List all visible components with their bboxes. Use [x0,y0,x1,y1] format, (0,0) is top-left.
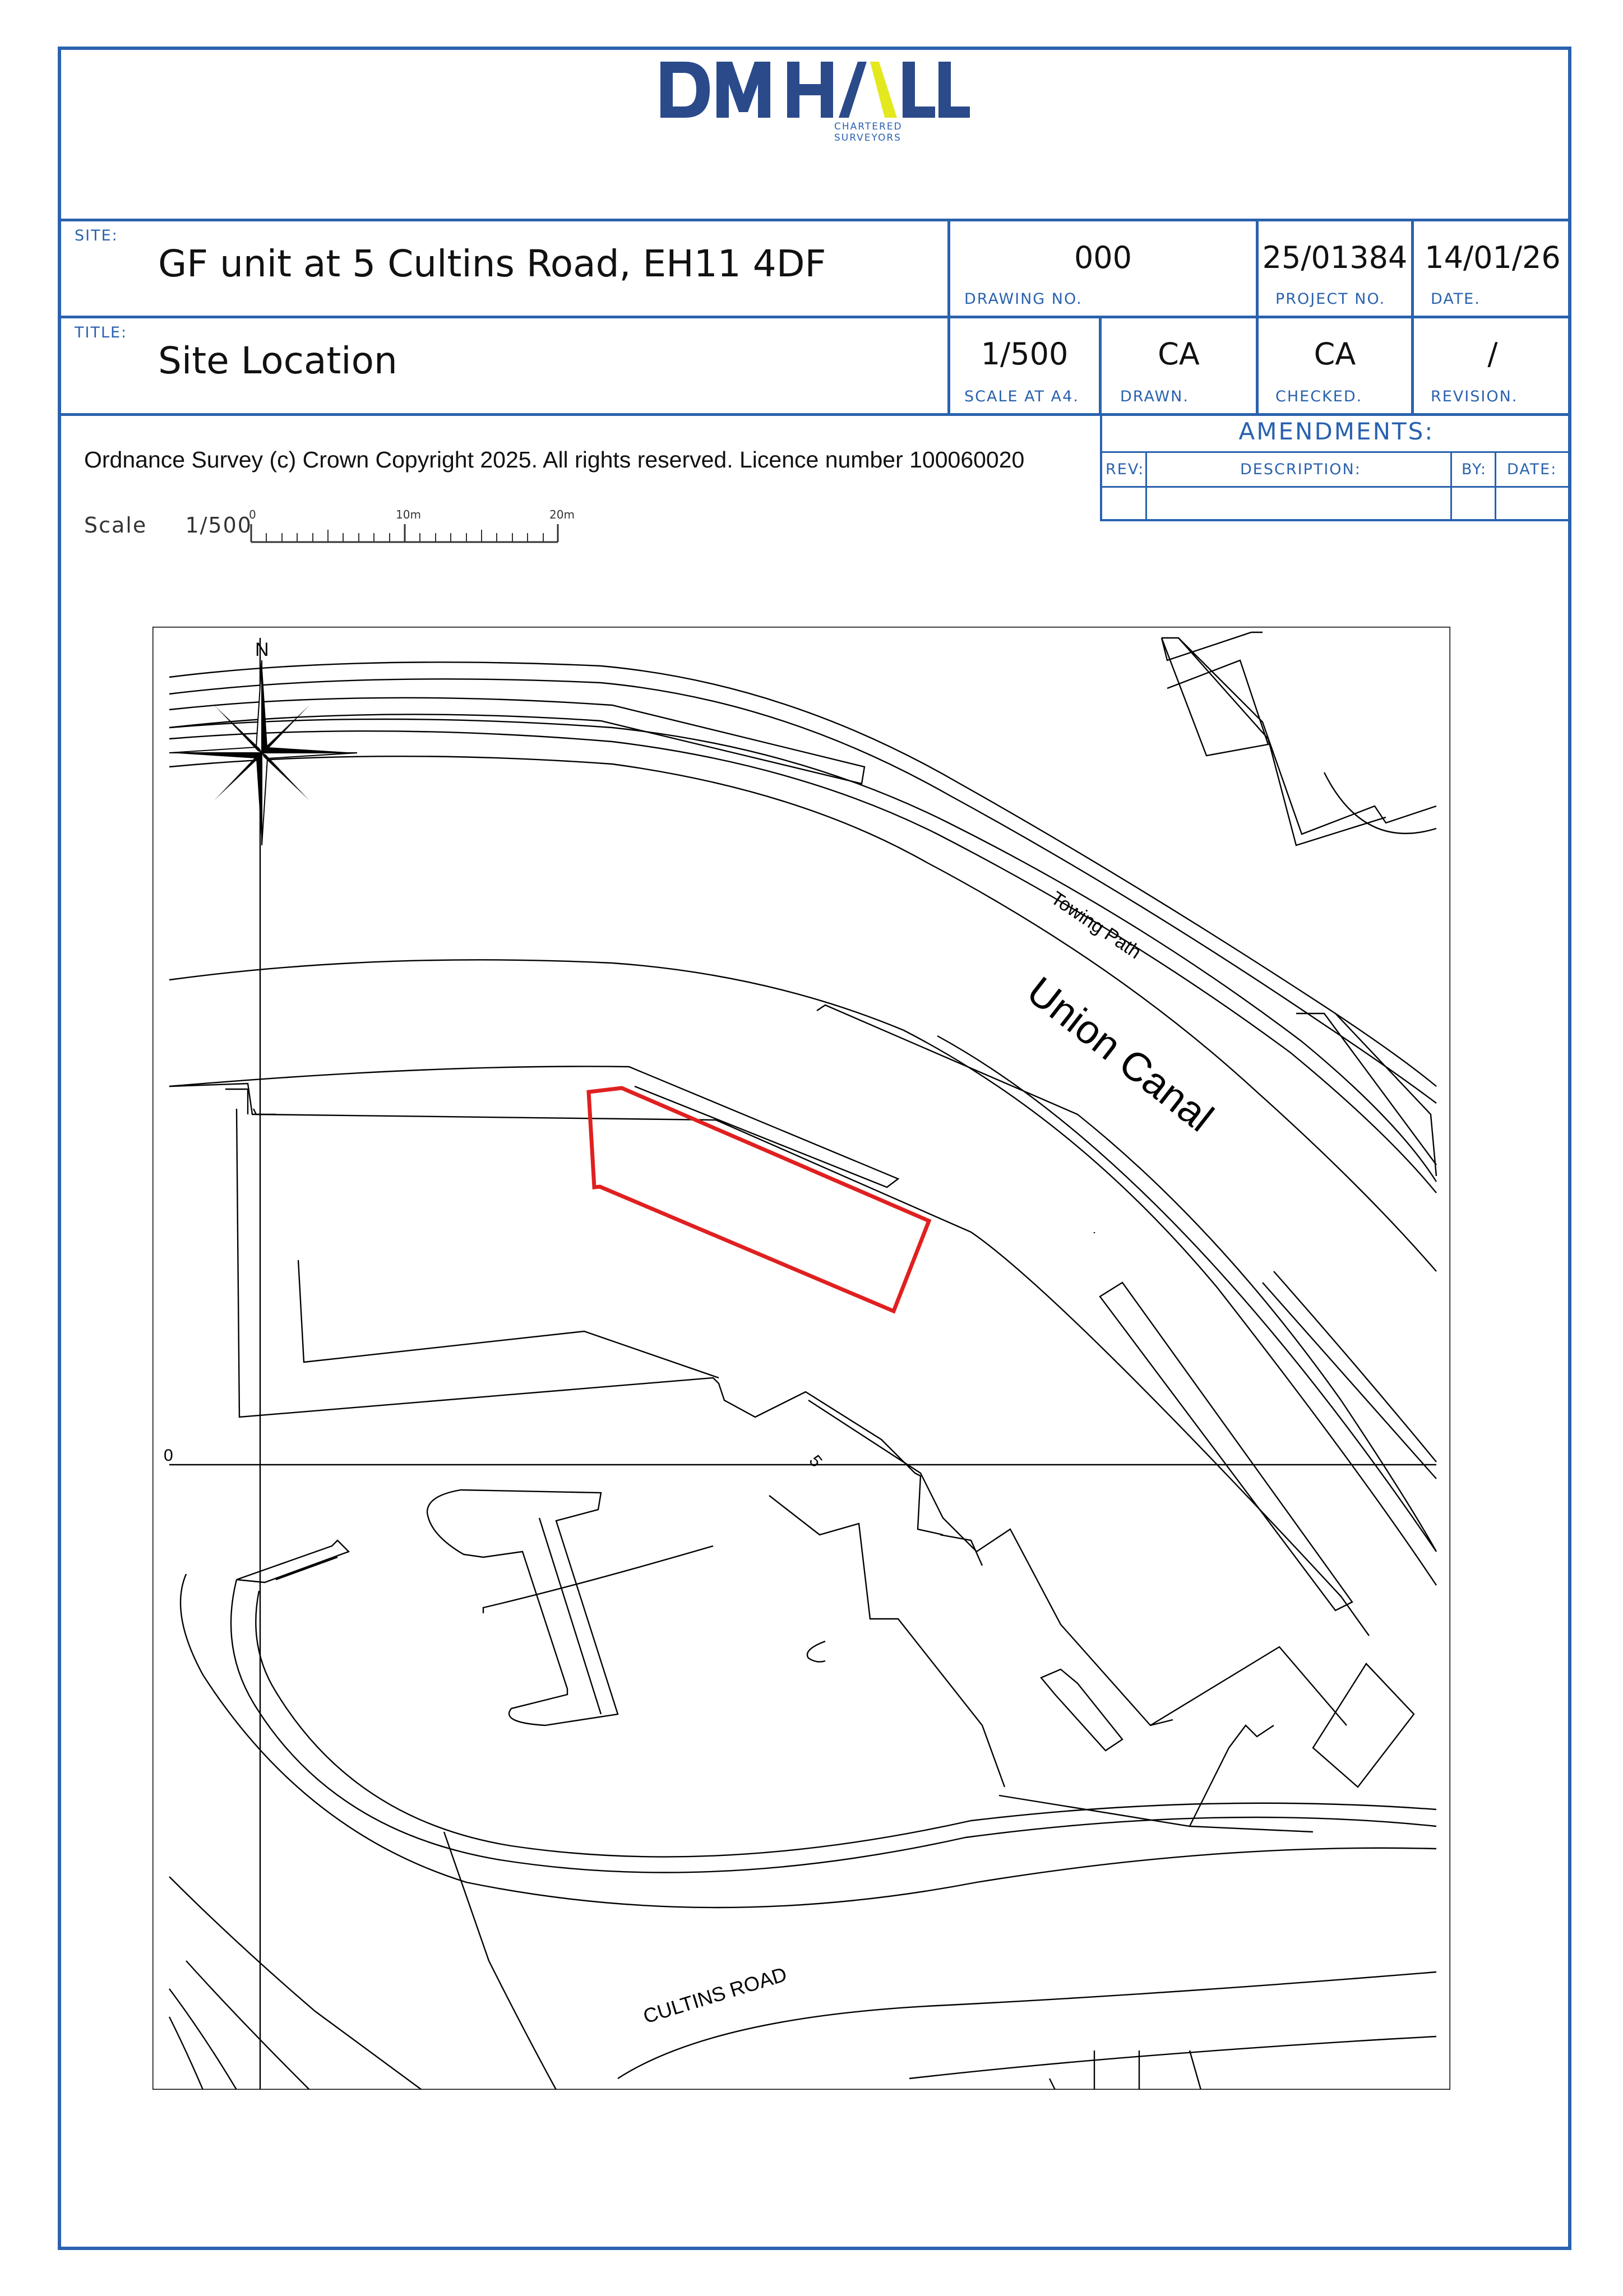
checked-label: CHECKED. [1275,388,1363,405]
amendments-col-2 [1450,451,1452,521]
revision-label: REVISION. [1431,388,1518,405]
amendments-col-1 [1145,451,1147,521]
title-divider-top [58,219,1571,221]
scale-tick-0: 0 [249,508,256,521]
title-label: TITLE: [75,324,128,341]
drawing-no-label: DRAWING NO. [964,290,1083,308]
map-frame [152,627,1450,2090]
date-value: 14/01/26 [1425,240,1561,275]
amendments-title: AMENDMENTS: [1238,418,1435,445]
project-no-value: 25/01384 [1262,240,1408,275]
scale-tick-10m: 10m [396,508,421,521]
amendments-row-line [1100,486,1571,488]
scale-tick-20m: 20m [549,508,575,521]
scale-label: SCALE AT A4. [964,388,1079,405]
drawing-no-value: 000 [1074,240,1132,275]
building-number-label: 5 [805,1451,826,1471]
amendments-col-description: DESCRIPTION: [1240,461,1361,478]
scale-value: 1/500 [981,336,1069,372]
title-value: Site Location [158,339,397,382]
site-value: GF unit at 5 Cultins Road, EH11 4DF [158,242,826,285]
scale-bar [247,507,583,547]
amendments-col-by: BY: [1462,461,1487,478]
drawn-label: DRAWN. [1120,388,1189,405]
amendments-bottom-line [1100,519,1571,521]
north-label: N [255,639,269,660]
amendments-col-3 [1495,451,1496,521]
site-label: SITE: [75,227,118,244]
map-edge-label: 0 [164,1446,173,1465]
date-label: DATE. [1431,290,1481,308]
scale-bar-ratio: 1/500 [185,513,252,538]
os-copyright-notice: Ordnance Survey (c) Crown Copyright 2025. All rights reserved. Licence number 100060020 [84,447,1025,473]
scale-bar-caption [84,513,252,538]
checked-value: CA [1314,336,1356,372]
amendments-header-line [1100,451,1571,453]
title-divider-bottom [58,413,1571,416]
towing-path-label: Towing Path [1047,887,1145,964]
title-divider-mid [58,316,1571,318]
scale-bar-label: Scale [84,513,147,538]
drawn-value: CA [1158,336,1200,372]
union-canal-label: Union Canal [1019,968,1222,1141]
amendments-col-rev: REV: [1106,461,1145,478]
amendments-col-date: DATE: [1507,461,1557,478]
cultins-road-label: CULTINS ROAD [640,1962,790,2028]
revision-value: / [1487,336,1498,372]
dm-hall-logo [656,49,970,144]
project-no-label: PROJECT NO. [1275,290,1386,308]
site-map [152,627,1450,2090]
logo-subtitle: CHARTERED SURVEYORS [834,121,903,144]
